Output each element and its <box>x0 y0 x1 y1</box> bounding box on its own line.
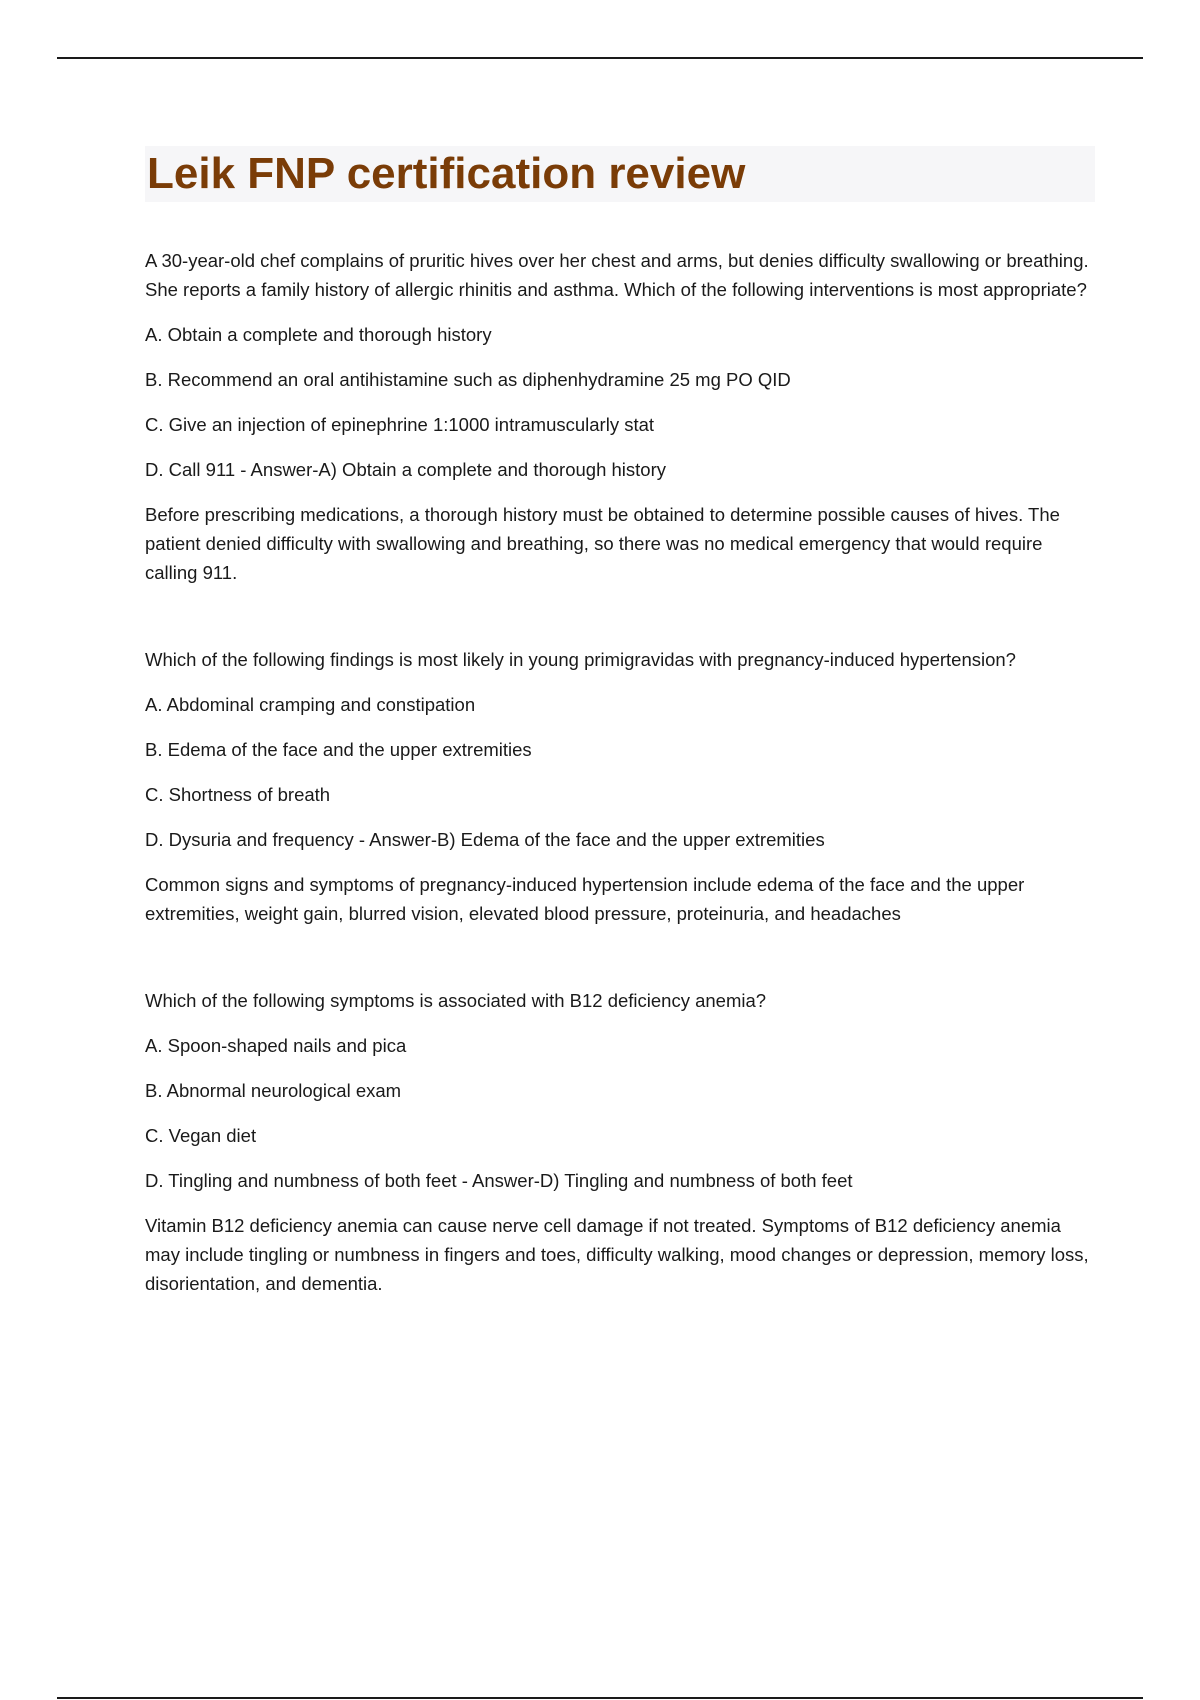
question-block-3 <box>145 986 1095 1298</box>
question-block-2 <box>145 645 1095 928</box>
answer-option: A. Abdominal cramping and constipation <box>145 694 476 715</box>
answer-option: A. Obtain a complete and thorough history <box>145 324 492 345</box>
answer-rationale: Vitamin B12 deficiency anemia can cause nerve cell damage if not treated. Symptoms of B12 deficiency anemia may include tingling or numbness in fingers and toes, difficulty walking, mood changes or depression, memory loss, disorientation, and dementia. <box>145 1215 1089 1294</box>
document-page <box>145 146 1095 1314</box>
answer-option: B. Abnormal neurological exam <box>145 1080 402 1101</box>
answer-option: D. Call 911 - Answer-A) Obtain a complete and thorough history <box>145 459 666 480</box>
answer-option: D. Tingling and numbness of both feet - Answer-D) Tingling and numbness of both feet <box>145 1170 853 1191</box>
question-stem: Which of the following symptoms is associated with B12 deficiency anemia? <box>145 990 767 1011</box>
document-title: Leik FNP certification review <box>147 149 746 198</box>
question-stem: A 30-year-old chef complains of pruritic hives over her chest and arms, but denies difficulty swallowing or breathing. She reports a family history of allergic rhinitis and asthma. Which of the following interventions is most appropriate? <box>145 250 1089 300</box>
answer-option: B. Recommend an oral antihistamine such as diphenhydramine 25 mg PO QID <box>145 369 791 390</box>
answer-option: A. Spoon-shaped nails and pica <box>145 1035 407 1056</box>
answer-option: C. Give an injection of epinephrine 1:1000 intramuscularly stat <box>145 414 655 435</box>
answer-option: D. Dysuria and frequency - Answer-B) Edema of the face and the upper extremities <box>145 829 825 850</box>
answer-rationale: Before prescribing medications, a thorough history must be obtained to determine possible causes of hives. The patient denied difficulty with swallowing and breathing, so there was no medical emergency that would require calling 911. <box>145 504 1060 583</box>
question-block-1 <box>145 246 1095 587</box>
answer-option: C. Shortness of breath <box>145 784 331 805</box>
header-rule <box>57 57 1143 59</box>
footer-rule <box>57 1697 1143 1699</box>
answer-option: C. Vegan diet <box>145 1125 257 1146</box>
answer-option: B. Edema of the face and the upper extremities <box>145 739 532 760</box>
question-stem: Which of the following findings is most likely in young primigravidas with pregnancy-induced hypertension? <box>145 649 1016 670</box>
answer-rationale: Common signs and symptoms of pregnancy-induced hypertension include edema of the face and the upper extremities, weight gain, blurred vision, elevated blood pressure, proteinuria, and headaches <box>145 874 1025 924</box>
title-bar <box>145 146 1095 202</box>
